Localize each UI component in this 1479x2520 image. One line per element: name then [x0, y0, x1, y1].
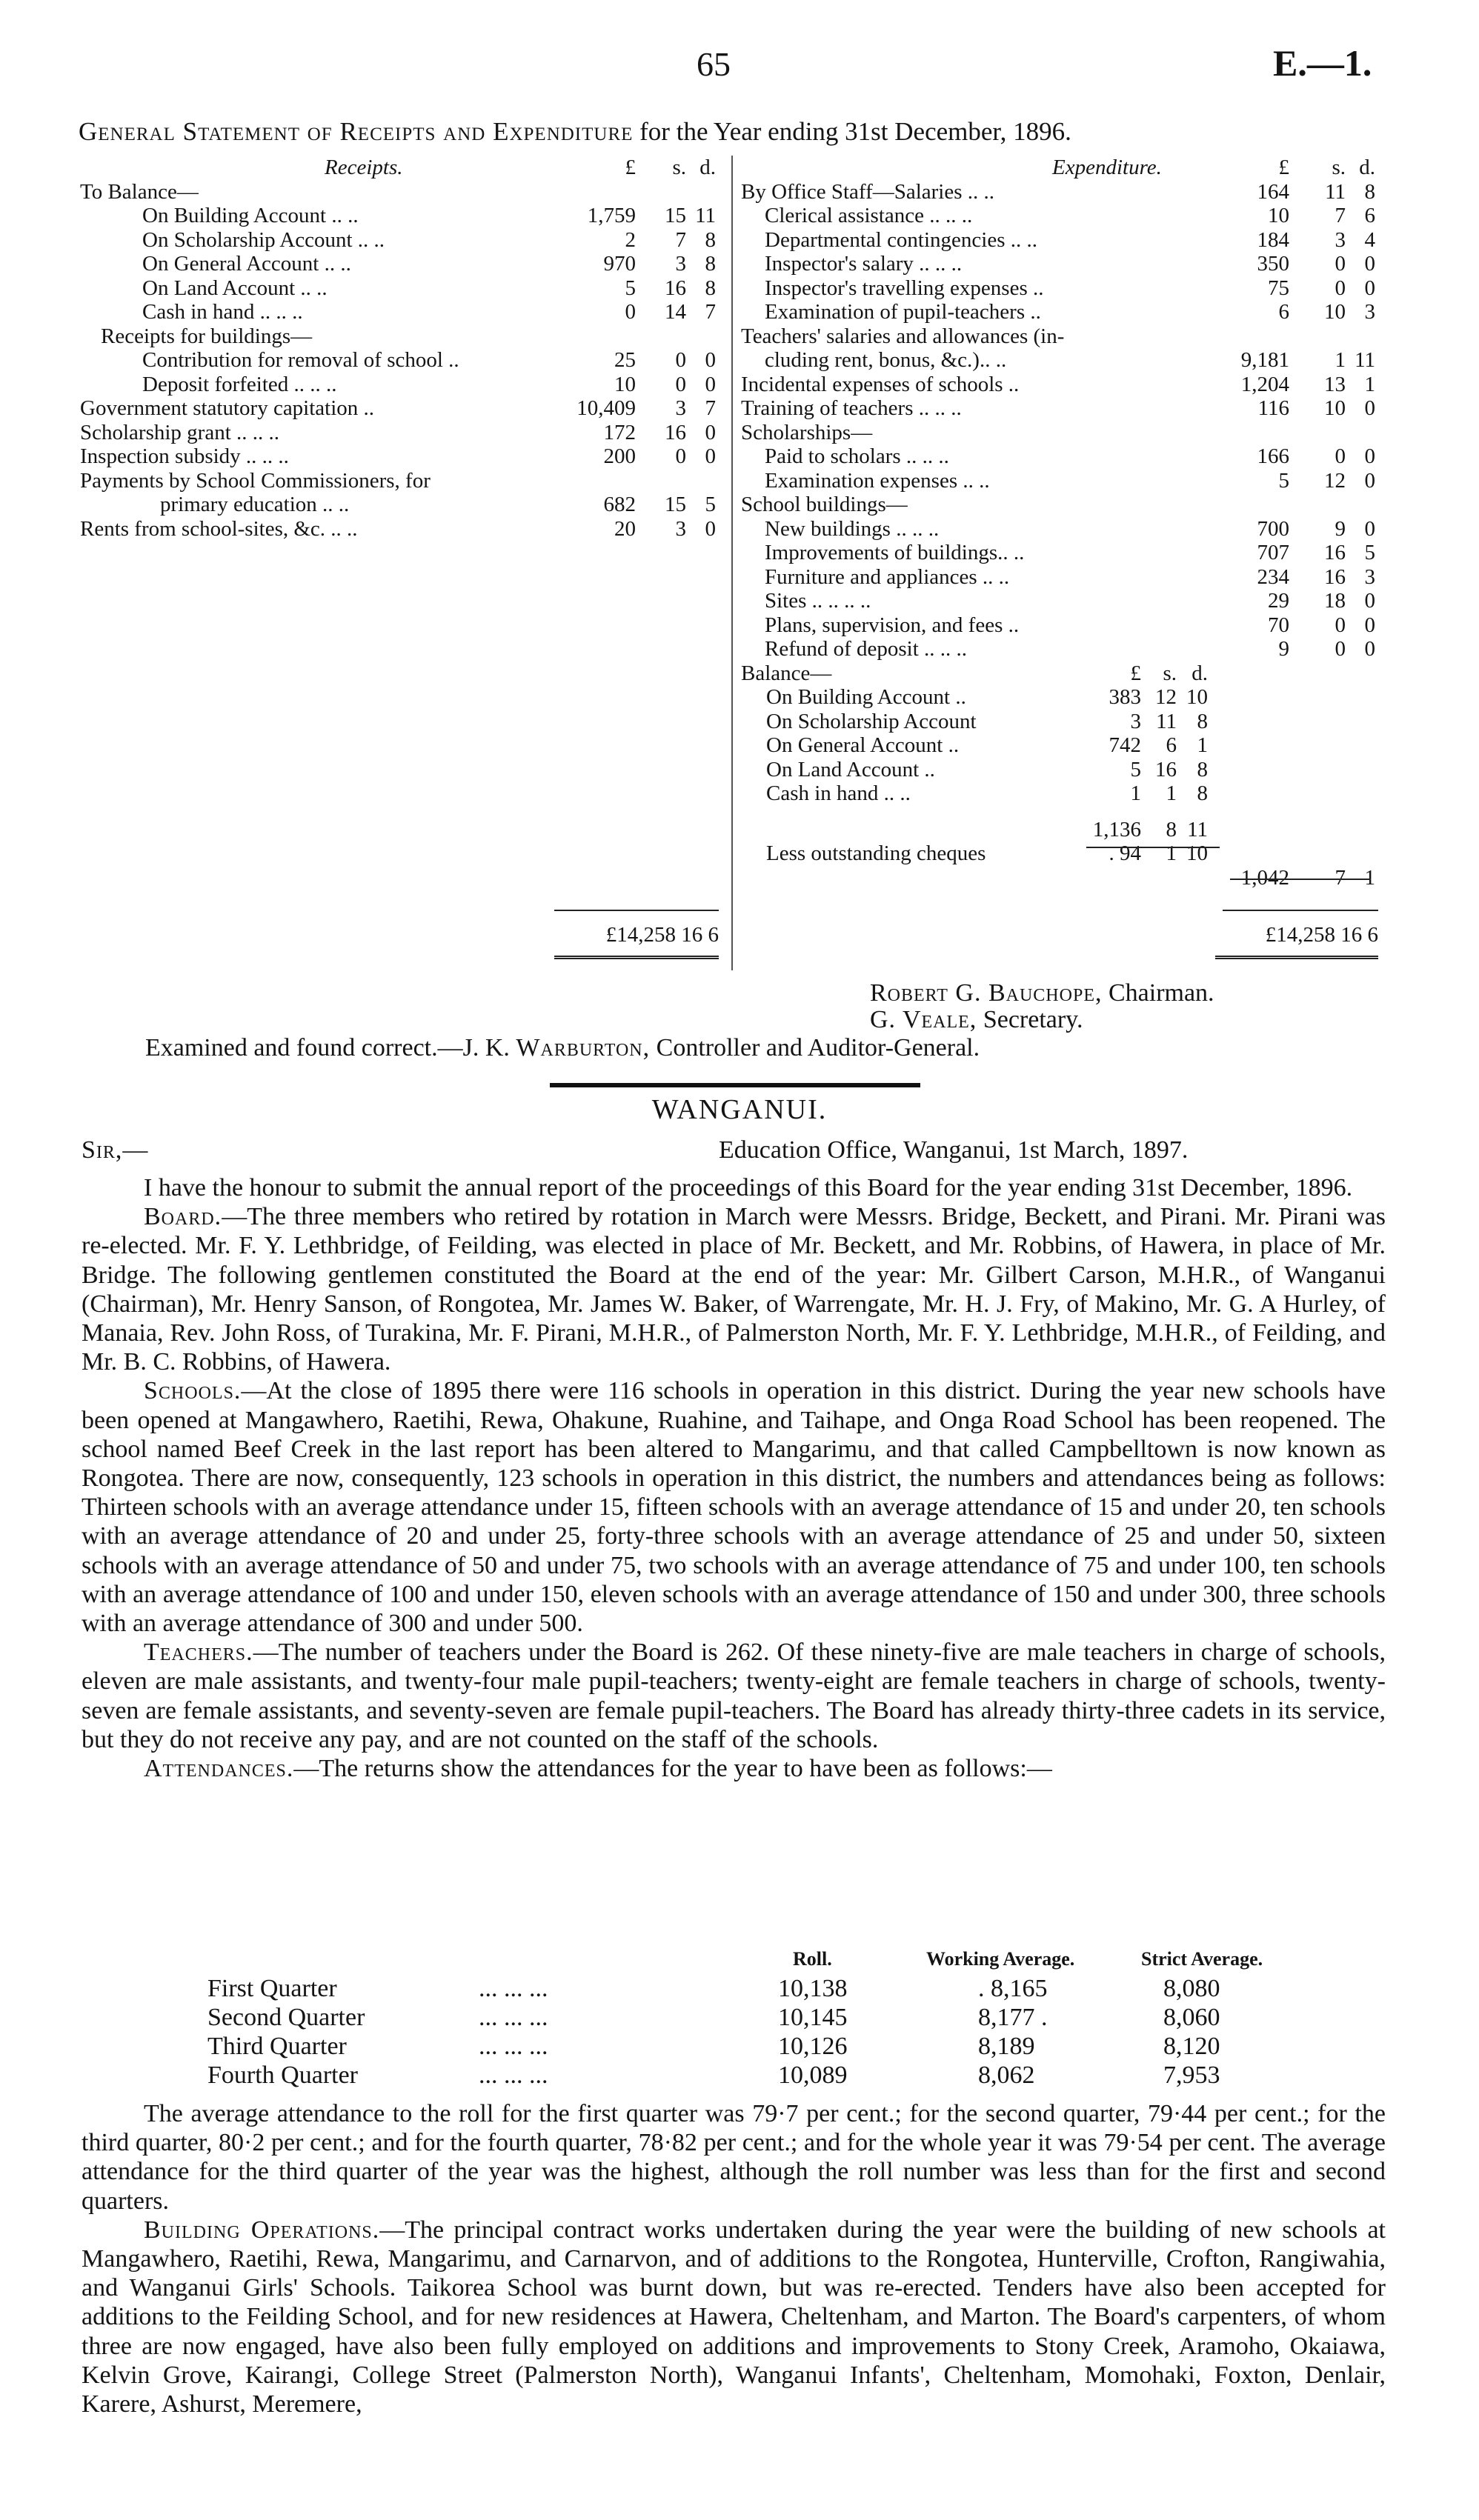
receipt-pounds: 5	[625, 276, 636, 300]
column-divider	[731, 156, 733, 970]
expenditure-pence: 0	[1364, 396, 1375, 420]
strict-average: 8,060	[1163, 2004, 1220, 2031]
balance-label: Cash in hand .. ..	[766, 781, 911, 805]
balance-pence: 8	[1197, 709, 1208, 733]
expenditure-pence: 11	[1355, 348, 1375, 372]
board-paragraph	[82, 1202, 1386, 1376]
subtotal-shillings: 8	[1166, 817, 1177, 841]
shilling-head: s.	[1332, 156, 1346, 179]
expenditure-row	[741, 589, 1393, 613]
expenditure-row	[741, 565, 1393, 590]
expenditure-shillings: 0	[1335, 252, 1346, 276]
expenditure-row	[741, 373, 1393, 397]
expenditure-pounds: 164	[1257, 179, 1289, 204]
balance-label: On Land Account ..	[766, 757, 935, 781]
expenditure-pence: 5	[1364, 541, 1375, 564]
expenditure-label: Incidental expenses of schools ..	[741, 372, 1020, 396]
chairman-signature	[870, 979, 1214, 1007]
receipt-shillings: 14	[665, 300, 686, 324]
expenditure-pounds: 350	[1257, 252, 1289, 276]
col-roll-header: Roll.	[793, 1948, 832, 1970]
expenditure-row	[741, 300, 1393, 324]
expenditure-row	[741, 613, 1393, 638]
pence-head: d.	[1191, 661, 1208, 685]
expenditure-row	[741, 228, 1393, 253]
expenditure-pounds: 9,181	[1240, 348, 1289, 372]
dateline: Education Office, Wanganui, 1st March, 1897.	[719, 1136, 1189, 1164]
receipt-row	[80, 373, 732, 397]
receipt-shillings: 16	[665, 420, 686, 444]
expenditure-label: Clerical assistance .. .. ..	[765, 204, 973, 227]
attendances-label: Attendances.	[144, 1755, 294, 1783]
expenditure-pounds: 29	[1268, 589, 1289, 613]
receipts-header-row	[80, 156, 732, 180]
receipt-pounds: 25	[614, 348, 636, 372]
pound-head: £	[625, 156, 636, 179]
building-paragraph	[82, 2216, 1386, 2419]
balance-heading-row	[741, 661, 1393, 686]
report-body	[82, 1173, 1386, 1783]
shilling-head: s.	[1163, 661, 1177, 685]
attendances-text: —The returns show the attendances for the year to have been as follows:—	[293, 1755, 1052, 1783]
expenditure-row	[741, 637, 1393, 661]
attendances-paragraph	[82, 1754, 1386, 1783]
net-pounds: 1,042	[1240, 865, 1289, 890]
balance-pence: 8	[1197, 781, 1208, 805]
attendance-summary-paragraph: The average attendance to the roll for the first quarter was 79·7 per cent.; for the second quarter, 79·44 per cent.; for the third quarter, 80·2 per cent.; and for the fourth quarter, 78·82 per cent.; and for the whole year it was 79·54 per cent. The average attendance for the third quarter of the year was the highest, although the roll number was less than for the first and second quarters.	[82, 2100, 1386, 2215]
auditor-name: Warburton,	[516, 1034, 651, 1061]
expenditure-label: Refund of deposit .. .. ..	[765, 637, 968, 661]
balance-subtotal-row	[741, 818, 1393, 842]
receipt-shillings: 0	[675, 372, 686, 396]
receipt-label: primary education .. ..	[160, 493, 350, 516]
receipt-pence: 7	[705, 396, 716, 420]
col-strict-header: Strict Average.	[1141, 1948, 1263, 1970]
receipt-row	[80, 444, 732, 469]
receipt-row	[80, 228, 732, 253]
balance-label: On General Account ..	[766, 733, 960, 757]
receipt-row	[80, 276, 732, 301]
balance-row	[741, 781, 1393, 806]
expenditure-pounds: 700	[1257, 516, 1289, 541]
expenditure-label: New buildings .. .. ..	[765, 516, 940, 541]
pound-head: £	[1278, 156, 1289, 179]
expenditure-row	[741, 493, 1393, 517]
receipt-row	[80, 180, 732, 204]
attendance-row	[207, 2004, 1363, 2033]
quarter-label: Third Quarter	[207, 2033, 347, 2060]
expenditure-pounds: 75	[1268, 276, 1289, 300]
receipt-pence: 0	[705, 444, 716, 468]
strict-average: 8,080	[1163, 1975, 1220, 2002]
receipt-label: Inspection subsidy .. .. ..	[80, 444, 289, 468]
cheques-pounds: . 94	[1109, 841, 1141, 865]
balance-row	[741, 685, 1393, 710]
receipt-pounds: 10	[614, 372, 636, 396]
balance-row	[741, 758, 1393, 782]
leader-dots: ... ... ...	[479, 1975, 548, 2002]
balance-row	[741, 710, 1393, 734]
receipt-pounds: 0	[625, 300, 636, 324]
receipt-label: Government statutory capitation ..	[80, 396, 375, 420]
expenditure-pounds: 9	[1278, 637, 1289, 661]
expenditure-shillings: 10	[1324, 300, 1346, 324]
expenditure-pence: 0	[1364, 516, 1375, 541]
expenditure-label: Furniture and appliances .. ..	[765, 564, 1010, 589]
balance-label: On Scholarship Account	[766, 709, 977, 733]
attendance-row	[207, 2033, 1363, 2061]
teachers-text: —The number of teachers under the Board is 262. Of these ninety-five are male teachers in charge of schools, eleven are male assistants, and twenty-four male pupil-teachers; twenty-eight are female teachers in charge of schools, twenty-seven are female assistants, and seventy-seven are female pupil-teachers. The Board has already thirty-three cadets in its service, but they do not receive any pay, and are not counted on the staff of the schools.	[82, 1639, 1386, 1753]
receipt-label: Rents from school-sites, &c. .. ..	[80, 516, 358, 541]
expenditure-total-double-rule	[1215, 956, 1378, 962]
expenditure-shillings: 10	[1324, 396, 1346, 420]
balance-row	[741, 733, 1393, 758]
cheques-pence: 10	[1186, 841, 1208, 865]
schools-text: —At the close of 1895 there were 116 schools in operation in this district. During the year new schools have been opened at Mangawhero, Raetihi, Rewa, Ohakune, Ruahine, and Taihape, and Onga Road School has been reopened. The school named Beef Creek in the last report has been altered to Mangarimu, and that called Campbelltown is now known as Rongotea. There are now, consequently, 123 schools in operation in this district, the numbers and attendances being as follows: Thirteen schools with an average attendance under 15, fifteen schools with an average attendance of 15 and under 20, ten schools with an average attendance of 20 and under 25, forty-three schools with an average attendance of 25 and under 50, sixteen schools with an average attendance of 50 and under 75, two schools with an average attendance of 75 and under 100, ten schools with an average attendance of 100 and under 150, eleven schools with an average attendance of 150 and under 300, three schools with an average attendance of 300 and under 500.	[82, 1377, 1386, 1638]
secretary-signature	[870, 1006, 1083, 1034]
expenditure-pence: 0	[1364, 444, 1375, 468]
receipt-label: On Scholarship Account .. ..	[142, 227, 385, 252]
expenditure-pence: 8	[1364, 179, 1375, 204]
secretary-name: G. Veale,	[870, 1006, 977, 1033]
expenditure-label: By Office Staff—Salaries .. ..	[741, 179, 995, 204]
receipt-pence: 8	[705, 252, 716, 276]
attendance-row	[207, 1975, 1363, 2004]
expenditure-shillings: 12	[1324, 468, 1346, 493]
quarter-label: Second Quarter	[207, 2004, 365, 2031]
expenditure-row	[741, 276, 1393, 301]
expenditure-pence: 1	[1364, 372, 1375, 396]
receipts-total: £14,258 16 6	[605, 923, 719, 947]
expenditure-pence: 0	[1364, 276, 1375, 300]
expenditure-shillings: 0	[1335, 444, 1346, 468]
expenditure-shillings: 0	[1335, 276, 1346, 300]
balance-pounds: 5	[1130, 757, 1141, 781]
expenditure-row	[741, 517, 1393, 541]
balance-pounds: 742	[1109, 733, 1141, 757]
receipt-shillings: 0	[675, 444, 686, 468]
chairman-name: Robert G. Bauchope,	[870, 979, 1103, 1007]
receipt-shillings: 0	[675, 348, 686, 372]
receipt-row	[80, 421, 732, 445]
auditor-role: Controller and Auditor-General.	[656, 1034, 980, 1061]
expenditure-label: School buildings—	[741, 493, 908, 516]
expenditure-label: Teachers' salaries and allowances (in-	[741, 324, 1065, 348]
building-label: Building Operations.	[144, 2216, 380, 2244]
receipt-label: Contribution for removal of school ..	[142, 348, 459, 372]
expenditure-pounds: 707	[1257, 541, 1289, 564]
receipt-pence: 8	[705, 227, 716, 252]
expenditure-pounds: 5	[1278, 468, 1289, 493]
quarter-label: Fourth Quarter	[207, 2061, 359, 2089]
building-text: —The principal contract works undertaken during the year were the building of new schools at Mangawhero, Raetihi, Rewa, Mangarimu, and Carnarvon, and of additions to the Rongotea, Hunterville, Crofton, Rangiwahia, and Wanganui Girls' Schools. Taikorea School was burnt down, but was re-erected. Tenders have also been accepted for additions to the Feilding School, and for new residences at Hawera, Cheltenham, and Marton. The Board's carpenters, of whom three are now engaged, have also been fully employed on additions and improvements to Stony Creek, Aramoho, Okaiawa, Kelvin Grove, Kairangi, College Street (Palmerston North), Wanganui Infants', Cheltenham, Momohaki, Foxton, Denlair, Karere, Ashurst, Meremere,	[82, 2216, 1386, 2419]
balance-pounds: 3	[1130, 709, 1141, 733]
expenditure-row	[741, 180, 1393, 204]
receipt-row	[80, 324, 732, 349]
quarter-label: First Quarter	[207, 1975, 337, 2002]
receipt-row	[80, 300, 732, 324]
expenditure-row	[741, 348, 1393, 373]
expenditure-row	[741, 324, 1393, 349]
receipt-label: Scholarship grant .. .. ..	[80, 420, 280, 444]
receipt-shillings: 15	[665, 204, 686, 227]
expenditure-shillings: 1	[1335, 348, 1346, 372]
roll-value: 10,145	[778, 2004, 848, 2031]
receipt-pence: 0	[705, 372, 716, 396]
expenditure-shillings: 18	[1324, 589, 1346, 613]
expenditure-pounds: 1,204	[1240, 372, 1289, 396]
examined-text: Examined and found correct.—J. K.	[145, 1034, 510, 1061]
receipt-pounds: 172	[603, 420, 636, 444]
expenditure-pounds: 234	[1257, 564, 1289, 589]
leader-dots: ... ... ...	[479, 2061, 548, 2089]
expenditure-row	[741, 204, 1393, 228]
receipt-label: Deposit forfeited .. .. ..	[142, 372, 337, 396]
attendance-row	[207, 2061, 1363, 2090]
cheques-shillings: 1	[1166, 841, 1177, 865]
expenditure-shillings: 0	[1335, 637, 1346, 661]
expenditure-shillings: 7	[1335, 204, 1346, 227]
expenditure-label: Inspector's salary .. .. ..	[765, 252, 963, 276]
receipt-label: To Balance—	[80, 179, 199, 204]
receipt-label: Cash in hand .. .. ..	[142, 300, 303, 324]
expenditure-label: Scholarships—	[741, 420, 873, 444]
receipt-pence: 0	[705, 420, 716, 444]
balance-label: On Building Account ..	[766, 685, 966, 709]
receipt-label: On Building Account .. ..	[142, 204, 359, 227]
less-cheques-label: Less outstanding cheques	[766, 841, 986, 865]
receipt-pounds: 200	[603, 444, 636, 468]
expenditure-label: Inspector's travelling expenses ..	[765, 276, 1044, 300]
schools-paragraph	[82, 1376, 1386, 1638]
receipt-shillings: 16	[665, 276, 686, 300]
expenditure-label: Examination of pupil-teachers ..	[765, 300, 1041, 324]
expenditure-pence: 0	[1364, 589, 1375, 613]
expenditure-pounds: 116	[1257, 396, 1289, 420]
expenditure-pence: 0	[1364, 637, 1375, 661]
working-average: 8,189	[978, 2033, 1035, 2060]
balance-pence: 1	[1197, 733, 1208, 757]
statement-title	[79, 117, 1397, 147]
receipt-shillings: 7	[675, 227, 686, 252]
expenditure-shillings: 11	[1325, 179, 1346, 204]
expenditure-heading: Expenditure.	[1052, 156, 1162, 179]
less-cheques-row	[741, 841, 1393, 866]
expenditure-pounds: 70	[1268, 613, 1289, 637]
receipt-pounds: 2	[625, 227, 636, 252]
receipt-pence: 5	[705, 493, 716, 516]
subtotal-pounds: 1,136	[1092, 817, 1141, 841]
expenditure-row	[741, 421, 1393, 445]
receipt-row	[80, 348, 732, 373]
expenditure-label: Paid to scholars .. .. ..	[765, 444, 949, 468]
statement-title-rest: for the Year ending 31st December, 1896.	[639, 117, 1071, 146]
receipt-label: Receipts for buildings—	[101, 324, 313, 348]
expenditure-row	[741, 469, 1393, 493]
roll-value: 10,126	[778, 2033, 848, 2060]
pence-head: d.	[699, 156, 716, 179]
balance-shillings: 16	[1155, 757, 1177, 781]
expenditure-pounds: 184	[1257, 227, 1289, 252]
expenditure-label: cluding rent, bonus, &c.).. ..	[765, 348, 1007, 372]
expenditure-row	[741, 396, 1393, 421]
balance-shillings: 12	[1155, 685, 1177, 709]
expenditure-label: Departmental contingencies .. ..	[765, 227, 1038, 252]
receipt-label: Payments by School Commissioners, for	[80, 468, 431, 493]
net-pence: 1	[1364, 865, 1375, 890]
balance-shillings: 6	[1166, 733, 1177, 757]
balance-pence: 10	[1186, 685, 1208, 709]
receipt-row	[80, 493, 732, 517]
expenditure-pence: 3	[1364, 300, 1375, 324]
balance-heading: Balance—	[741, 661, 832, 685]
expenditure-shillings: 16	[1324, 564, 1346, 589]
strict-average: 8,120	[1163, 2033, 1220, 2060]
expenditure-shillings: 9	[1335, 516, 1346, 541]
intro-paragraph: I have the honour to submit the annual report of the proceedings of this Board for the year ending 31st December, 1896.	[144, 1174, 1353, 1201]
expenditure-pence: 0	[1364, 613, 1375, 637]
expenditure-pence: 3	[1364, 564, 1375, 589]
expenditure-column	[741, 156, 1393, 947]
expenditure-pence: 4	[1364, 227, 1375, 252]
working-average: 8,062	[978, 2061, 1035, 2089]
receipt-shillings: 15	[665, 493, 686, 516]
expenditure-total: £14,258 16 6	[1265, 923, 1378, 947]
expenditure-shillings: 3	[1335, 227, 1346, 252]
balance-shillings: 1	[1166, 781, 1177, 805]
working-average: 8,177 .	[978, 2004, 1048, 2031]
receipt-row	[80, 396, 732, 421]
receipt-label: On General Account .. ..	[142, 252, 351, 276]
receipt-pence: 0	[705, 516, 716, 541]
roll-value: 10,138	[778, 1975, 848, 2002]
receipts-heading: Receipts.	[325, 156, 403, 179]
expenditure-shillings: 0	[1335, 613, 1346, 637]
section-heading: WANGANUI.	[651, 1094, 828, 1125]
receipt-shillings: 3	[675, 396, 686, 420]
expenditure-pence: 0	[1364, 468, 1375, 493]
receipt-pence: 8	[705, 276, 716, 300]
salutation: Sir,—	[82, 1136, 149, 1164]
expenditure-pence: 6	[1364, 204, 1375, 227]
expenditure-row	[741, 444, 1393, 469]
pound-head: £	[1130, 661, 1141, 685]
strict-average: 7,953	[1163, 2061, 1220, 2089]
receipt-pence: 7	[705, 300, 716, 324]
expenditure-shillings: 13	[1324, 372, 1346, 396]
section-divider	[550, 1083, 920, 1087]
teachers-paragraph	[82, 1638, 1386, 1754]
receipt-row	[80, 204, 732, 228]
pence-head: d.	[1359, 156, 1375, 179]
receipt-row	[80, 517, 732, 541]
subtotal-pence: 11	[1187, 817, 1208, 841]
board-text: —The three members who retired by rotation in March were Messrs. Bridge, Beckett, and Pirani. Mr. Pirani was re-elected. Mr. F. Y. Lethbridge, of Feilding, was elected in place of Mr. Beckett, and Mr. Robbins, of Hawera, in place of Mr. Bridge. The following gentlemen constituted the Board at the end of the year: Mr. Gilbert Carson, M.H.R., of Wanganui (Chairman), Mr. Henry Sanson, of Rongotea, Mr. James W. Baker, of Warrengate, Mr. H. J. Fry, of Makino, Mr. G. A Hurley, of Manaia, Rev. John Ross, of Turakina, Mr. F. Pirani, M.H.R., of Palmerston North, Mr. F. Y. Lethbridge, M.H.R., of Feilding, and Mr. B. C. Robbins, of Hawera.	[82, 1203, 1386, 1376]
receipt-pounds: 970	[603, 252, 636, 276]
receipts-total-double-rule	[554, 956, 719, 962]
statement-title-caps: General Statement of Receipts and Expenditure	[79, 117, 634, 146]
document-code: E.—1.	[1273, 42, 1372, 84]
expenditure-row	[741, 541, 1393, 565]
working-average: . 8,165	[978, 1975, 1048, 2002]
receipt-pounds: 10,409	[576, 396, 636, 420]
subtotal-rule-left	[1086, 847, 1220, 848]
page-number: 65	[697, 45, 731, 83]
expenditure-label: Examination expenses .. ..	[765, 468, 990, 493]
shilling-head: s.	[672, 156, 686, 179]
expenditure-pounds: 166	[1257, 444, 1289, 468]
expenditure-label: Sites .. .. .. ..	[765, 589, 871, 613]
secretary-role: Secretary.	[983, 1006, 1083, 1033]
teachers-label: Teachers.	[144, 1639, 253, 1667]
expenditure-pounds: 10	[1268, 204, 1289, 227]
receipts-total-rule	[554, 910, 719, 911]
receipt-label: On Land Account .. ..	[142, 276, 328, 300]
expenditure-shillings: 16	[1324, 541, 1346, 564]
balance-shillings: 11	[1156, 709, 1177, 733]
report-body-continued	[82, 2099, 1386, 2419]
expenditure-label: Improvements of buildings.. ..	[765, 541, 1025, 564]
balance-net-row	[741, 866, 1393, 890]
balance-pence: 8	[1197, 757, 1208, 781]
expenditure-total-rule	[1223, 910, 1378, 911]
receipt-row	[80, 252, 732, 276]
expenditure-label: Plans, supervision, and fees ..	[765, 613, 1020, 637]
receipt-shillings: 3	[675, 516, 686, 541]
receipt-pounds: 682	[603, 493, 636, 516]
expenditure-pounds: 6	[1278, 300, 1289, 324]
expenditure-pence: 0	[1364, 252, 1375, 276]
receipt-pounds: 1,759	[587, 204, 636, 227]
expenditure-label: Training of teachers .. .. ..	[741, 396, 962, 420]
receipts-column	[80, 156, 732, 947]
receipt-row	[80, 469, 732, 493]
balance-pounds: 1	[1130, 781, 1141, 805]
board-label: Board.	[144, 1203, 222, 1231]
receipt-pounds: 20	[614, 516, 636, 541]
col-working-header: Working Average.	[926, 1948, 1075, 1970]
expenditure-row	[741, 252, 1393, 276]
schools-label: Schools.	[144, 1377, 242, 1405]
leader-dots: ... ... ...	[479, 2004, 548, 2031]
subtotal-rule-right	[1230, 879, 1371, 880]
receipt-pence: 0	[705, 348, 716, 372]
expenditure-header-row	[741, 156, 1393, 180]
net-shillings: 7	[1335, 865, 1346, 890]
chairman-role: Chairman.	[1108, 979, 1214, 1007]
receipt-pence: 11	[695, 204, 716, 227]
receipt-shillings: 3	[675, 252, 686, 276]
leader-dots: ... ... ...	[479, 2033, 548, 2060]
roll-value: 10,089	[778, 2061, 848, 2089]
auditor-line	[145, 1034, 980, 1062]
balance-pounds: 383	[1109, 685, 1141, 709]
